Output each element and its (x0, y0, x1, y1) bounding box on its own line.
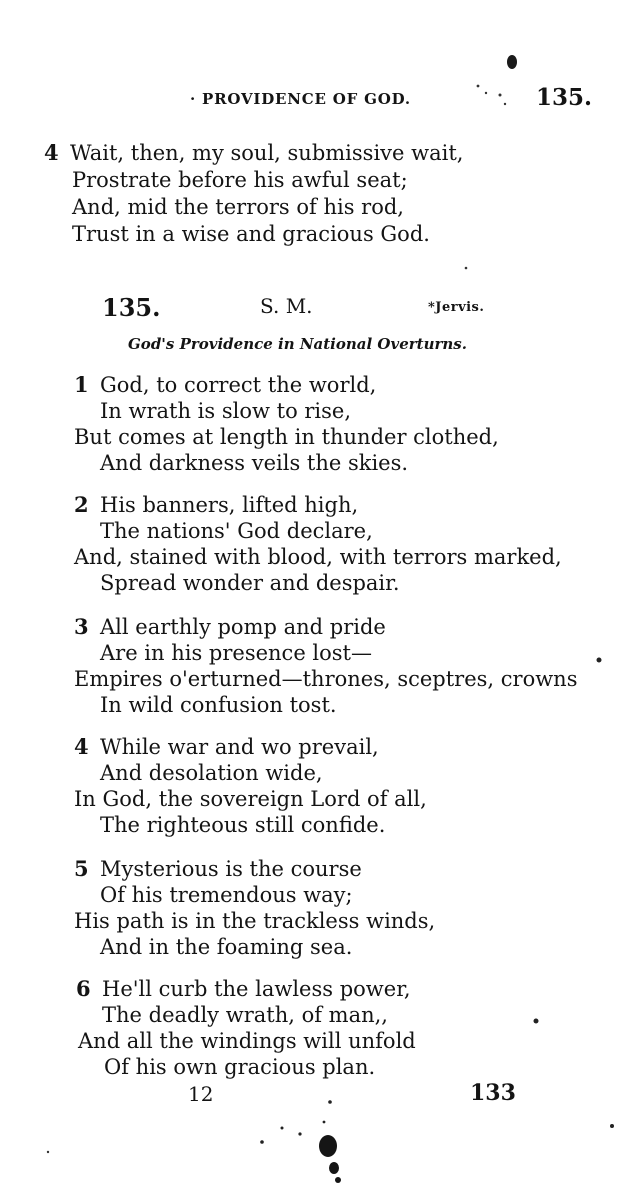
hymn-meter: S. M. (260, 294, 313, 318)
stanza-number: 4 (74, 734, 89, 759)
stanza-line: But comes at length in thunder clothed, (74, 425, 499, 449)
stanza-line: In God, the sovereign Lord of all, (74, 787, 427, 811)
stanza-line: 5 Mysterious is the course (74, 856, 362, 881)
signature-mark: 12 (188, 1082, 214, 1106)
stanza-line: Empires o'erturned—thrones, sceptres, crowns (74, 667, 578, 691)
stanza-number: 4 (44, 140, 59, 165)
stanza-line: 4 Wait, then, my soul, submissive wait, (44, 140, 464, 165)
tune-name: *Jervis. (428, 300, 485, 315)
stanza-line: 4 While war and wo prevail, (74, 734, 379, 759)
stanza-line: 6 He'll curb the lawless power, (76, 976, 411, 1001)
stanza-number: 6 (76, 976, 91, 1001)
stanza-number: 1 (74, 372, 89, 397)
stanza-line: And darkness veils the skies. (100, 451, 409, 475)
stanza-line: Spread wonder and despair. (100, 571, 400, 595)
stanza-line: And in the foaming sea. (100, 935, 353, 959)
stanza-line: The righteous still confide. (100, 813, 386, 837)
stanza-line: The deadly wrath, of man,, (102, 1003, 388, 1027)
stanza-line: In wrath is slow to rise, (100, 399, 352, 423)
stanza-line: 1 God, to correct the world, (74, 372, 377, 397)
stanza-line: Trust in a wise and gracious God. (72, 222, 430, 246)
stanza-line: 3 All earthly pomp and pride (74, 614, 386, 639)
folio-number: 133 (470, 1080, 516, 1106)
page-number: 135. (536, 84, 593, 111)
stanza-line: The nations' God declare, (100, 519, 373, 543)
stanza-line: Are in his presence lost— (100, 641, 372, 665)
stanza-number: 5 (74, 856, 89, 881)
stanza-line: In wild confusion tost. (100, 693, 337, 717)
hymn-subject: God's Providence in National Overturns. (128, 335, 467, 353)
stanza-number: 3 (74, 614, 89, 639)
stanza-line: Of his own gracious plan. (104, 1055, 376, 1079)
stanza-line: His path is in the trackless winds, (74, 909, 436, 933)
stanza-line: And all the windings will unfold (78, 1029, 416, 1053)
stanza-line: And, mid the terrors of his rod, (72, 195, 404, 219)
stanza-line: Of his tremendous way; (100, 883, 353, 907)
stanza-number: 2 (74, 492, 89, 517)
stanza-line: And, stained with blood, with terrors marked, (74, 545, 562, 569)
stanza-line: 2 His banners, lifted high, (74, 492, 359, 517)
stanza-line: Prostrate before his awful seat; (72, 168, 408, 192)
hymn-number: 135. (102, 293, 161, 322)
running-title: · PROVIDENCE OF GOD. (190, 90, 411, 108)
stanza-line: And desolation wide, (100, 761, 323, 785)
